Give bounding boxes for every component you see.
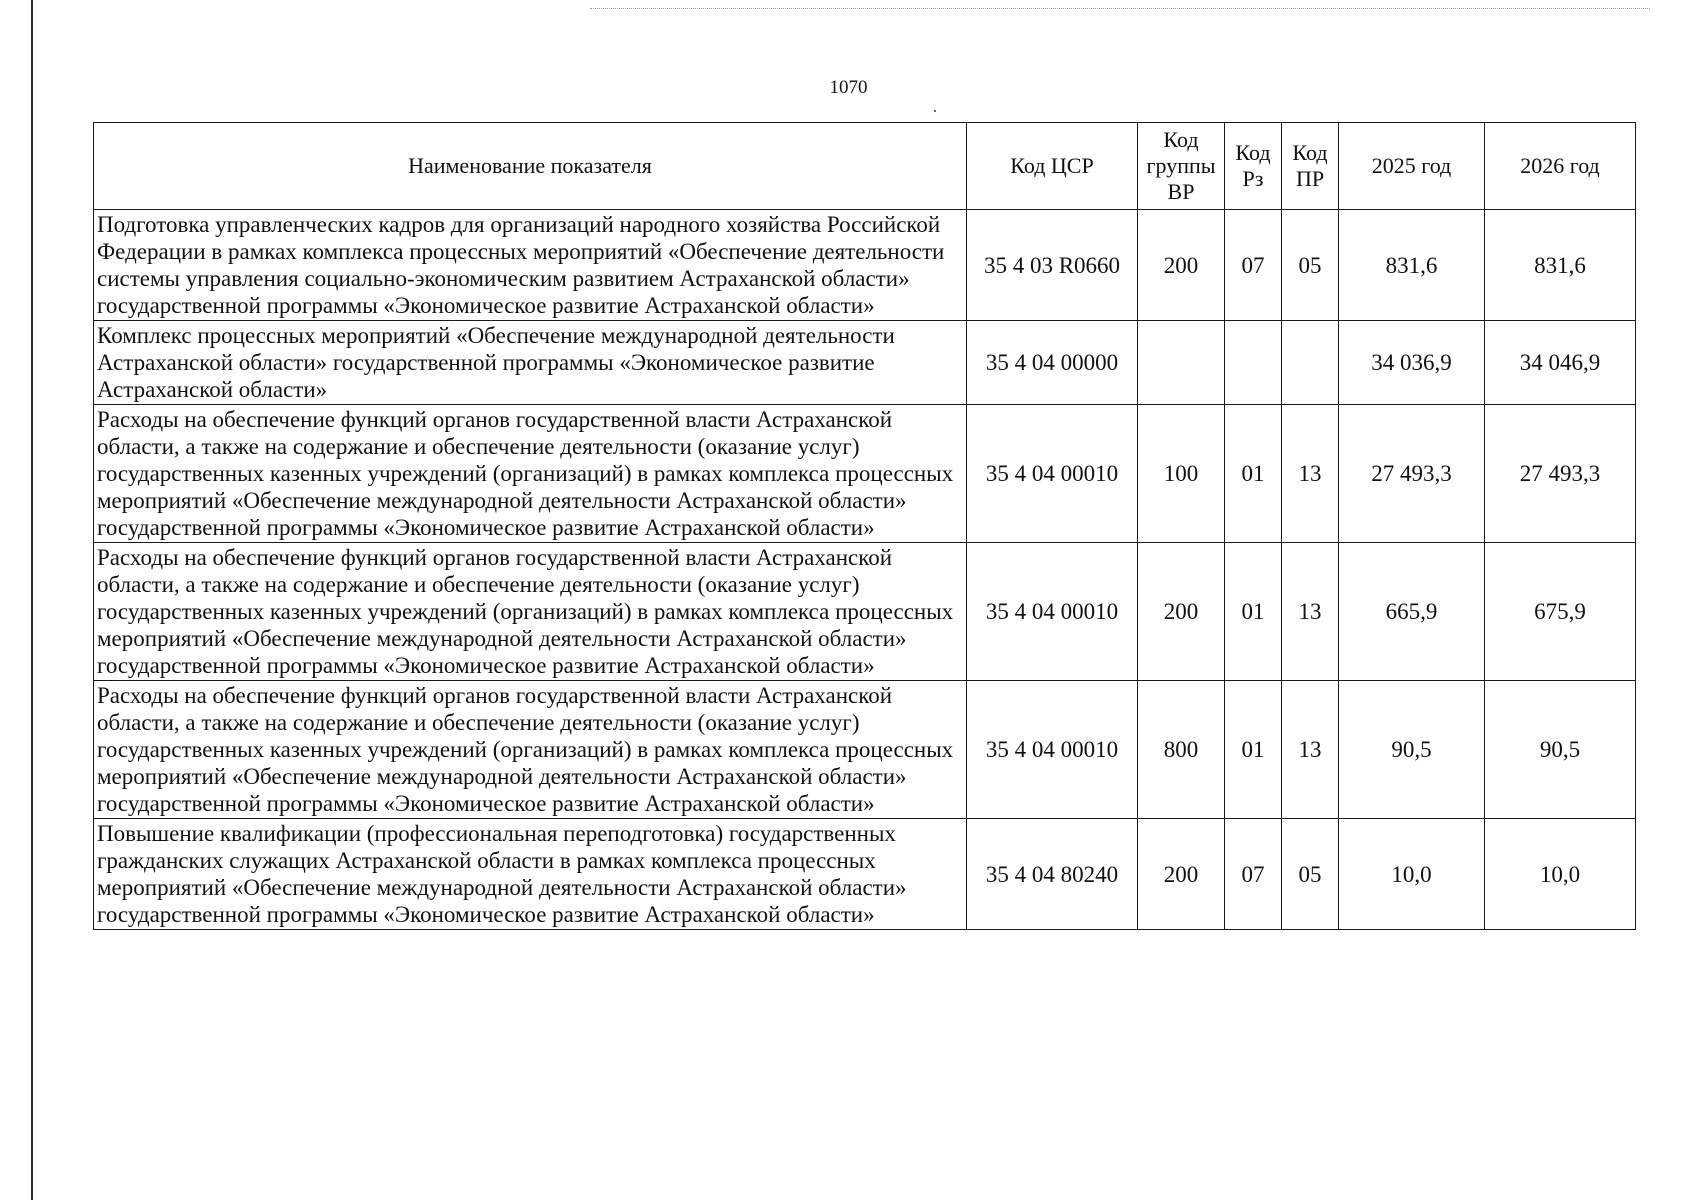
row-pr-code: 05	[1282, 210, 1339, 321]
row-vr-code: 100	[1138, 405, 1225, 543]
row-amount-2025: 27 493,3	[1339, 405, 1485, 543]
row-name: Повышение квалификации (профессиональная переподготовка) государственных гражданских служащих Астраханской области в рамках комплекса процессных мероприятий «Обеспечение международной деятельности Астраханской области» государственной программы «Экономическое развитие Астраханской области»	[94, 819, 967, 930]
row-vr-code: 200	[1138, 819, 1225, 930]
row-amount-2026: 27 493,3	[1485, 405, 1636, 543]
row-pr-code: 05	[1282, 819, 1339, 930]
row-csr-code: 35 4 03 R0660	[967, 210, 1138, 321]
table-row	[94, 405, 1636, 543]
header-name: Наименование показателя	[94, 123, 967, 210]
budget-table	[93, 122, 1636, 930]
row-rz-code	[1225, 321, 1282, 405]
row-pr-code	[1282, 321, 1339, 405]
row-pr-code: 13	[1282, 543, 1339, 681]
row-amount-2025: 34 036,9	[1339, 321, 1485, 405]
page-number: 1070	[829, 77, 868, 98]
row-name: Подготовка управленческих кадров для организаций народного хозяйства Российской Федерации в рамках комплекса процессных мероприятий «Обеспечение деятельности системы управления социально-экономическим развитием Астраханской области» государственной программы «Экономическое развитие Астраханской области»	[94, 210, 967, 321]
table-row	[94, 210, 1636, 321]
row-amount-2025: 831,6	[1339, 210, 1485, 321]
row-amount-2025: 90,5	[1339, 681, 1485, 819]
table-row	[94, 543, 1636, 681]
row-rz-code: 07	[1225, 210, 1282, 321]
row-csr-code: 35 4 04 00010	[967, 681, 1138, 819]
row-amount-2026: 831,6	[1485, 210, 1636, 321]
scan-top-edge-line	[590, 8, 1650, 9]
row-name: Расходы на обеспечение функций органов государственной власти Астраханской области, а также на содержание и обеспечение деятельности (оказание услуг) государственных казенных учреждений (организаций) в рамках комплекса процессных мероприятий «Обеспечение международной деятельности Астраханской области» государственной программы «Экономическое развитие Астраханской области»	[94, 681, 967, 819]
row-rz-code: 07	[1225, 819, 1282, 930]
header-pr-code: Код ПР	[1282, 123, 1339, 210]
row-amount-2026: 10,0	[1485, 819, 1636, 930]
row-name: Комплекс процессных мероприятий «Обеспечение международной деятельности Астраханской области» государственной программы «Экономическое развитие Астраханской области»	[94, 321, 967, 405]
header-rz-code: Код Рз	[1225, 123, 1282, 210]
table-row	[94, 819, 1636, 930]
row-amount-2026: 90,5	[1485, 681, 1636, 819]
row-amount-2025: 665,9	[1339, 543, 1485, 681]
row-pr-code: 13	[1282, 681, 1339, 819]
header-year-2025: 2025 год	[1339, 123, 1485, 210]
row-amount-2026: 34 046,9	[1485, 321, 1636, 405]
header-vr-code: Код группы ВР	[1138, 123, 1225, 210]
row-vr-code: 800	[1138, 681, 1225, 819]
row-vr-code: 200	[1138, 543, 1225, 681]
header-year-2026: 2026 год	[1485, 123, 1636, 210]
row-csr-code: 35 4 04 00000	[967, 321, 1138, 405]
row-vr-code	[1138, 321, 1225, 405]
row-rz-code: 01	[1225, 405, 1282, 543]
scan-left-edge-line	[31, 0, 33, 1200]
row-name: Расходы на обеспечение функций органов государственной власти Астраханской области, а также на содержание и обеспечение деятельности (оказание услуг) государственных казенных учреждений (организаций) в рамках комплекса процессных мероприятий «Обеспечение международной деятельности Астраханской области» государственной программы «Экономическое развитие Астраханской области»	[94, 405, 967, 543]
table-row	[94, 321, 1636, 405]
row-vr-code: 200	[1138, 210, 1225, 321]
row-amount-2026: 675,9	[1485, 543, 1636, 681]
row-csr-code: 35 4 04 80240	[967, 819, 1138, 930]
row-pr-code: 13	[1282, 405, 1339, 543]
row-rz-code: 01	[1225, 681, 1282, 819]
scan-dot-artifact	[934, 110, 936, 112]
table-header-row	[94, 123, 1636, 210]
row-rz-code: 01	[1225, 543, 1282, 681]
row-csr-code: 35 4 04 00010	[967, 405, 1138, 543]
row-name: Расходы на обеспечение функций органов государственной власти Астраханской области, а также на содержание и обеспечение деятельности (оказание услуг) государственных казенных учреждений (организаций) в рамках комплекса процессных мероприятий «Обеспечение международной деятельности Астраханской области» государственной программы «Экономическое развитие Астраханской области»	[94, 543, 967, 681]
row-csr-code: 35 4 04 00010	[967, 543, 1138, 681]
row-amount-2025: 10,0	[1339, 819, 1485, 930]
table-row	[94, 681, 1636, 819]
header-csr-code: Код ЦСР	[967, 123, 1138, 210]
